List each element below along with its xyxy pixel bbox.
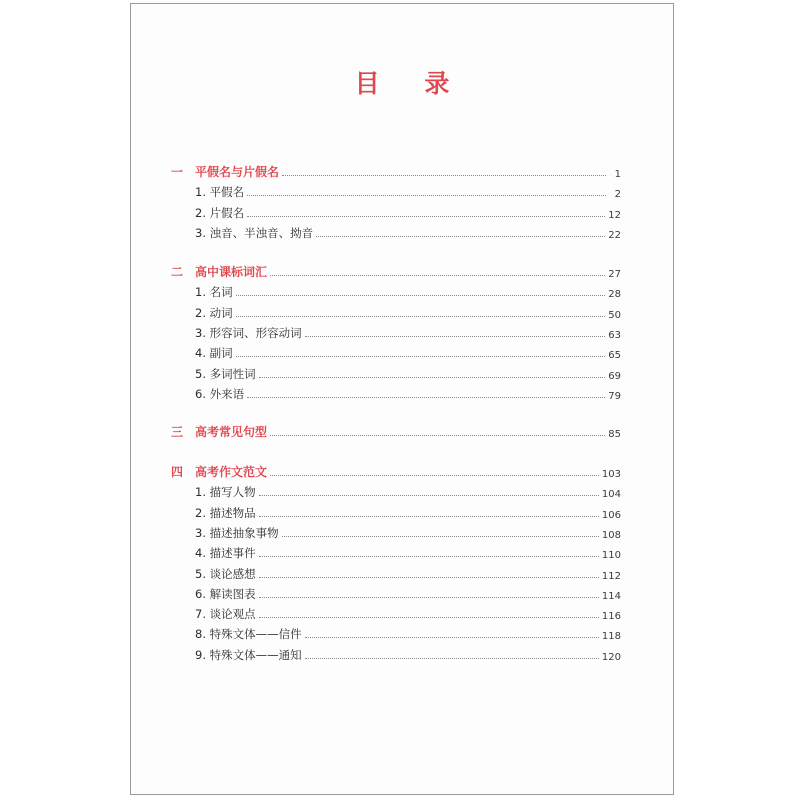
toc-item-row[interactable] [195, 384, 621, 402]
toc-item-row[interactable] [195, 584, 621, 602]
toc-item-label: 4. 描述事件 [195, 546, 256, 561]
section-page-number: 103 [601, 469, 621, 480]
toc-item-label: 1. 平假名 [195, 185, 245, 200]
toc-item-row[interactable] [195, 203, 621, 221]
dot-leader [305, 336, 606, 337]
toc-item-label: 5. 多词性词 [195, 366, 256, 381]
toc-item-label: 2. 动词 [195, 305, 233, 320]
section-page-number: 27 [608, 269, 621, 280]
dot-leader [270, 475, 599, 476]
toc-item-row[interactable] [195, 523, 621, 541]
dot-leader [259, 597, 599, 598]
toc-item-label: 3. 形容词、形容动词 [195, 325, 302, 340]
toc-item-label: 8. 特殊文体——信件 [195, 627, 302, 642]
toc-item-label: 5. 谈论感想 [195, 566, 256, 581]
toc-item-page-number: 106 [601, 509, 621, 521]
section-number: 一 [171, 165, 184, 179]
toc-item-row[interactable] [195, 503, 621, 521]
toc-item-label: 7. 谈论观点 [195, 607, 256, 622]
toc-item-page-number: 110 [601, 550, 621, 562]
dot-leader [236, 295, 606, 296]
dot-leader [316, 236, 605, 237]
dot-leader [259, 495, 599, 496]
dot-leader [259, 377, 606, 378]
toc-section-row[interactable] [171, 162, 621, 180]
dot-leader [282, 175, 606, 176]
section-title: 平假名与片假名 [195, 165, 280, 179]
toc-item-label: 6. 解读图表 [195, 586, 256, 601]
toc-section-row[interactable] [171, 422, 621, 440]
toc-item-page-number: 108 [601, 529, 621, 541]
toc-item-page-number: 104 [601, 489, 621, 501]
dot-leader [247, 195, 606, 196]
section-number: 二 [171, 265, 184, 279]
section-number: 三 [171, 425, 184, 439]
toc-item-row[interactable] [195, 223, 621, 241]
toc-item-row[interactable] [195, 564, 621, 582]
toc-item-row[interactable] [195, 323, 621, 341]
section-title: 高考作文范文 [195, 465, 268, 479]
dot-leader [270, 275, 605, 276]
toc-item-row[interactable] [195, 182, 621, 200]
toc-item-label: 6. 外来语 [195, 386, 245, 401]
page-title: 目 录 [354, 69, 468, 98]
dot-leader [259, 516, 599, 517]
toc-item-label: 1. 名词 [195, 285, 233, 300]
dot-leader [259, 556, 599, 557]
section-title: 高中课标词汇 [195, 265, 268, 279]
toc-item-row[interactable] [195, 624, 621, 642]
toc-item-row[interactable] [195, 543, 621, 561]
toc-item-page-number: 50 [608, 309, 621, 321]
toc-item-row[interactable] [195, 364, 621, 382]
toc-item-page-number: 116 [601, 611, 621, 623]
toc-item-row[interactable] [195, 303, 621, 321]
dot-leader [247, 397, 605, 398]
toc-item-label: 1. 描写人物 [195, 485, 256, 500]
toc-item-page-number: 112 [601, 570, 621, 582]
toc-item-row[interactable] [195, 282, 621, 300]
toc-item-label: 2. 片假名 [195, 205, 245, 220]
toc-item-page-number: 65 [608, 350, 621, 362]
toc-item-row[interactable] [195, 604, 621, 622]
toc-item-row[interactable] [195, 343, 621, 361]
toc-item-page-number: 63 [608, 329, 621, 341]
toc-item-label: 3. 浊音、半浊音、拗音 [195, 225, 314, 240]
dot-leader [236, 316, 606, 317]
toc-item-page-number: 22 [608, 229, 621, 241]
toc-section-row[interactable] [171, 262, 621, 280]
toc-item-label: 2. 描述物品 [195, 505, 256, 520]
dot-leader [305, 658, 599, 659]
toc-item-page-number: 69 [608, 370, 621, 382]
toc-item-label: 9. 特殊文体——通知 [195, 647, 302, 662]
section-page-number: 85 [608, 429, 621, 440]
dot-leader [236, 356, 606, 357]
toc-item-page-number: 12 [608, 209, 621, 221]
section-title: 高考常见句型 [195, 425, 268, 439]
dot-leader [282, 536, 599, 537]
section-page-number: 1 [614, 169, 621, 180]
toc-item-label: 4. 副词 [195, 346, 233, 361]
dot-leader [247, 216, 605, 217]
toc-item-page-number: 79 [608, 390, 621, 402]
toc-section-row[interactable] [171, 462, 621, 480]
toc-item-page-number: 2 [614, 189, 621, 201]
dot-leader [270, 435, 605, 436]
section-number: 四 [171, 465, 184, 479]
dot-leader [305, 637, 599, 638]
toc-item-row[interactable] [195, 645, 621, 663]
toc-item-row[interactable] [195, 482, 621, 500]
toc-item-page-number: 120 [601, 651, 621, 663]
toc-item-label: 3. 描述抽象事物 [195, 525, 279, 540]
toc-page [130, 3, 674, 795]
toc-item-page-number: 28 [608, 289, 621, 301]
dot-leader [259, 617, 599, 618]
dot-leader [259, 577, 599, 578]
toc-item-page-number: 114 [601, 590, 621, 602]
toc-item-page-number: 118 [601, 631, 621, 643]
